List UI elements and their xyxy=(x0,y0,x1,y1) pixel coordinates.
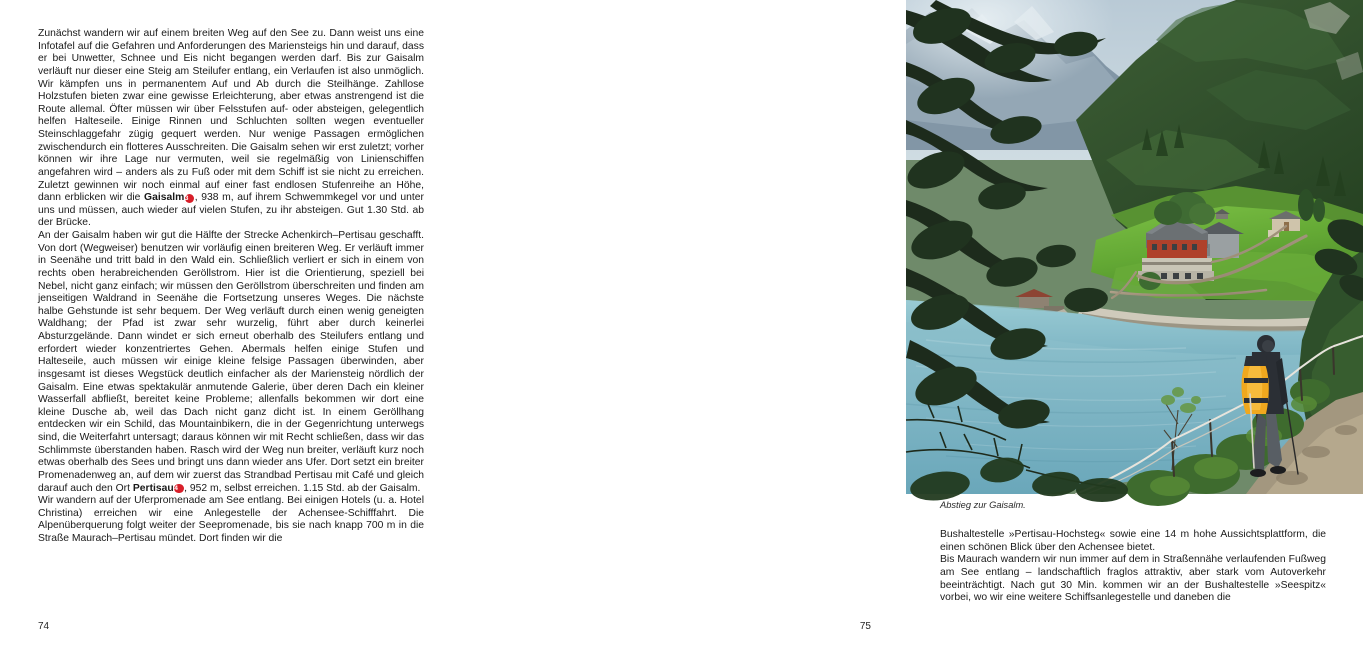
place-name: Pertisau xyxy=(132,482,174,494)
right-page-body-text xyxy=(940,529,1326,605)
page-number-right: 75 xyxy=(859,621,871,632)
photo-canvas xyxy=(906,0,1363,494)
route-number-badge: 3 xyxy=(185,194,194,203)
photo-illustration xyxy=(906,0,1363,494)
photo-abstieg-zur-gaisalm xyxy=(906,0,1363,494)
paragraph: Wir wandern auf der Uferpromenade am See entlang. Bei einigen Hotels (u. a. Hotel Christina) erreichen wir eine Anlegestelle der Achensee-Schifffahrt. Die Alpenüberquerung folgt weiter der Seepromenade, bis sie nach knapp 700 m in die Straße Maurach–Pertisau mündet. Dort finden wir die xyxy=(38,495,424,544)
paragraph: An der Gaisalm haben wir gut die Hälfte der Strecke Achenkirch–Pertisau geschafft. Von dort (Wegweiser) benutzen wir vorläufig einen breiteren Weg. Er verläuft immer in Seenähe und tritt bald in den Wald ein. Schließlich verliert er sich in einem von rechts oben herabreichenden Geröllstrom. Hier ist die Orientierung, speziell bei Nebel, nicht ganz einfach; wir müssen den Geröllstrom überschreiten und finden am jenseitigen Waldrand in Seenähe die Fortsetzung unseres Weges. Die nächste halbe Gehstunde ist sehr bequem. Der Weg verläuft durch einen wenig geneigten Waldhang; der Pfad ist zwar sehr wurzelig, führt aber durch keinerlei Absturzgelände. Dann windet er sich erneut oberhalb des Steilufers entlang und erfordert wieder konzentriertes Gehen. Abermals helfen einige Stufen und Halteseile, auch müssen wir einige kleine felsige Passagen überwinden, aber insgesamt ist dieses Wegstück deutlich einfacher als der Mariensteig nördlich der Gaisalm. Eine etwas spektakulär anmutende Galerie, über deren Dach ein kleiner Wasserfall abfließt, bereitet keine Probleme; allenfalls bekommen wir dort eine kleine Dusche ab, weil das Dach nicht ganz dicht ist. In einem Geröllhang entdecken wir ein Schild, das Mountainbikern, die in der Gegenrichtung unterwegs sind, die Weiterfahrt untersagt; daraus können wir mit Recht schließen, dass wir das Schlimmste überstanden haben. Rasch wird der Weg nun breiter, verläuft kurz noch etwas oberhalb des Sees und bringt uns dann wieder ans Ufer. Dort setzt ein breiter Promenadenweg an, auf dem wir zuerst das Strandbad Pertisau mit Café und gleich darauf auch den Ort Pertisau4 , 952 m, selbst erreichen. 1.15 Std. ab der Gaisalm. xyxy=(38,230,424,494)
page-left xyxy=(0,0,454,648)
paragraph: Bis Maurach wandern wir nun immer auf dem in Straßennähe verlaufenden Fußweg am See entlang – landschaftlich fraglos attraktiv, aber stark vom Autoverkehr beeinträchtigt. Nach gut 30 Min. kommen wir an der Bushaltestelle »Seespitz« vorbei, wo wir eine weitere Schiffsanlegestelle und daneben die xyxy=(940,554,1326,604)
paragraph: Zunächst wandern wir auf einem breiten Weg auf den See zu. Dann weist uns eine Infotafel auf die Gefahren und Anforderungen des Mariensteigs hin und darauf, dass er bei Unwetter, Schnee und Eis nicht begangen werden darf. Bis zur Gaisalm verläuft nur dieser eine Steig am Steilufer entlang, ein Verlaufen ist also unmöglich. Wir kämpfen uns in permanentem Auf und Ab durch die Steilhänge. Zahllose Holzstufen bieten zwar eine gewisse Erleichterung, aber etwas anstrengend ist die Route allemal. Öfter müssen wir über Felsstufen auf- oder absteigen, gelegentlich helfen Halteseile. Einige Rinnen und Schluchten sollten wegen eventueller Steinschlaggefahr zügig gequert werden. Nur wenige Passagen ermöglichen zwischendurch ein flotteres Ausschreiten. Die Gaisalm sehen wir erst zuletzt; vorher können wir ihre Lage nur vermuten, weil sie regelmäßig von Linienschiffen angefahren wird – anders als zu Fuß oder mit dem Schiff ist sie nicht zu erreichen. Zuletzt gewinnen wir noch einmal auf einer fast endlosen Stufenreihe an Höhe, dann erblicken wir die Gaisalm3 , 938 m, auf ihrem Schwemmkegel vor und unter uns und müssen, auch wieder auf vielen Stufen, zu ihr absteigen. Gut 1.30 Std. ab der Brücke. xyxy=(38,28,424,229)
left-page-body-text xyxy=(38,28,424,546)
page-right xyxy=(454,0,1326,648)
photo-caption: Abstieg zur Gaisalm. xyxy=(940,500,1026,510)
page-number-left: 74 xyxy=(38,621,50,632)
place-name: Gaisalm xyxy=(144,192,185,204)
paragraph: Bushaltestelle »Pertisau-Hochsteg« sowie eine 14 m hohe Aussichtsplattform, die einen schönen Blick über den Achensee bietet. xyxy=(940,529,1326,553)
route-number-badge: 4 xyxy=(174,484,183,493)
